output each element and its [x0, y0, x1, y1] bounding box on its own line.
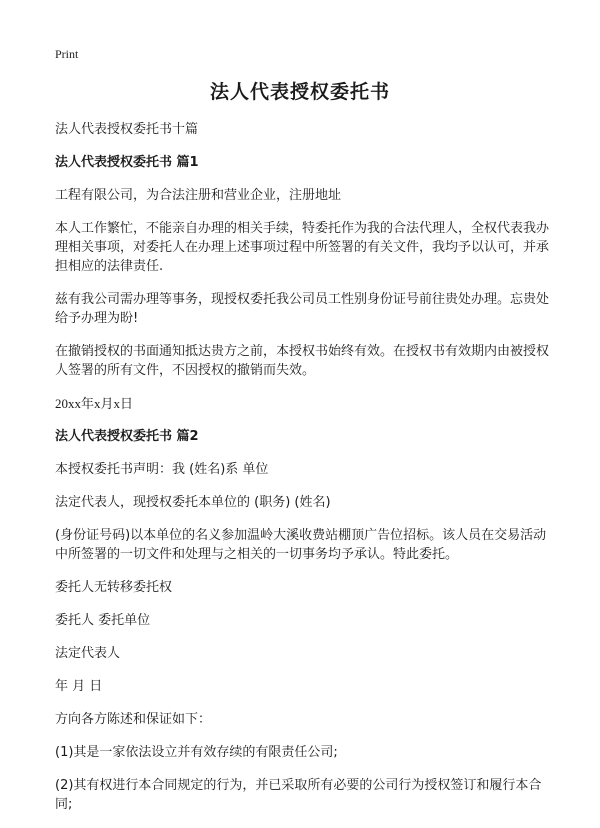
document-title: 法人代表授权委托书	[209, 81, 390, 103]
paragraph: 方向各方陈述和保证如下：	[55, 712, 212, 727]
paragraph: 法定代表人	[55, 646, 121, 661]
paragraph: 年 月 日	[55, 679, 103, 694]
paragraph: 工程有限公司，为合法注册和营业企业，注册地址	[55, 188, 342, 203]
paragraph: 法定代表人，现授权委托本单位的 (职务) (姓名)	[55, 495, 331, 510]
paragraph: 兹有我公司需办理等事务，现授权委托我公司员工性别身份证号前往贵处办理。忘贵处给予办理为盼!	[55, 292, 550, 326]
paragraph: (身份证号码)以本单位的名义参加温岭大溪收费站棚顶广告位招标。该人员在交易活动中所签署的一切文件和处理与之相关的一切事务均予承认。特此委托。	[55, 528, 547, 562]
document-subtitle: 法人代表授权委托书十篇	[55, 122, 199, 137]
print-link[interactable]: Print	[55, 47, 79, 61]
section-heading-2: 法人代表授权委托书 篇2	[55, 429, 199, 444]
paragraph: 委托人 委托单位	[55, 613, 151, 628]
section-heading-1: 法人代表授权委托书 篇1	[55, 155, 199, 170]
paragraph: 在撤销授权的书面通知抵达贵方之前，本授权书始终有效。在授权书有效期内由被授权人签署的所有文件，不因授权的撤销而失效。	[55, 344, 550, 378]
paragraph: (2)其有权进行本合同规定的行为，并已采取所有必要的公司行为授权签订和履行本合同;	[55, 778, 542, 812]
paragraph: (1)其是一家依法设立并有效存续的有限责任公司;	[55, 745, 338, 760]
document-body	[55, 120, 550, 828]
date-line: 20xx年x月x日	[55, 396, 134, 411]
paragraph: 本授权委托书声明：我 (姓名)系 单位	[55, 462, 269, 477]
paragraph: 本人工作繁忙，不能亲自办理的相关手续，特委托作为我的合法代理人，全权代表我办理相关事项，对委托人在办理上述事项过程中所签署的有关文件，我均予以认可，并承担相应的法律责任.	[55, 221, 550, 274]
paragraph: 委托人无转移委托权	[55, 580, 173, 595]
